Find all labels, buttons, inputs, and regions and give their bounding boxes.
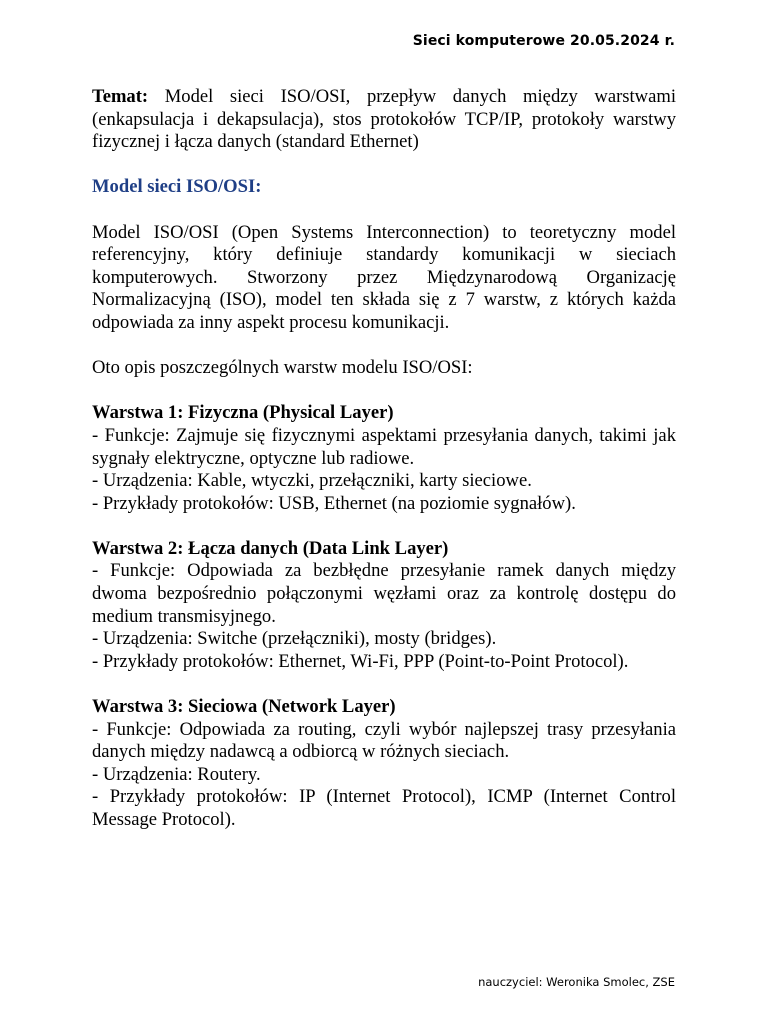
document-body bbox=[92, 86, 676, 832]
topic-text: Model sieci ISO/OSI, przepływ danych między warstwami (enkapsulacja i dekapsulacja), stos protokołów TCP/IP, protokoły warstwy fizycznej i łącza danych (standard Ethernet) bbox=[92, 86, 676, 153]
topic-paragraph bbox=[92, 86, 676, 154]
layer-3-protocols: - Przykłady protokołów: IP (Internet Protocol), ICMP (Internet Control Message Protocol). bbox=[92, 786, 676, 830]
page-footer-author: nauczyciel: Weronika Smolec, ZSE bbox=[478, 975, 675, 989]
layer-3-devices: - Urządzenia: Routery. bbox=[92, 763, 261, 785]
layers-intro: Oto opis poszczególnych warstw modelu ISO/OSI: bbox=[92, 357, 473, 379]
layer-2-functions: - Funkcje: Odpowiada za bezbłędne przesyłanie ramek danych między dwoma bezpośrednio połączonymi węzłami oraz za kontrolę dostępu do medium transmisyjnego. bbox=[92, 560, 676, 627]
layer-1-title: Warstwa 1: Fizyczna (Physical Layer) bbox=[92, 402, 394, 424]
topic-label: Temat: bbox=[92, 86, 149, 107]
layer-2-protocols: - Przykłady protokołów: Ethernet, Wi-Fi, PPP (Point-to-Point Protocol). bbox=[92, 650, 629, 672]
layer-1-functions: - Funkcje: Zajmuje się fizycznymi aspektami przesyłania danych, takimi jak sygnały elektryczne, optyczne lub radiowe. bbox=[92, 424, 676, 469]
layer-2-title: Warstwa 2: Łącza danych (Data Link Layer) bbox=[92, 537, 449, 559]
page-header-title: Sieci komputerowe 20.05.2024 r. bbox=[412, 33, 675, 49]
layer-3-functions: - Funkcje: Odpowiada za routing, czyli wybór najlepszej trasy przesyłania danych między nadawcą a odbiorcą w różnych sieciach. bbox=[92, 718, 676, 763]
layer-1-protocols: - Przykłady protokołów: USB, Ethernet (na poziomie sygnałów). bbox=[92, 492, 576, 514]
layer-3-title: Warstwa 3: Sieciowa (Network Layer) bbox=[92, 696, 396, 718]
layer-1-devices: - Urządzenia: Kable, wtyczki, przełączniki, karty sieciowe. bbox=[92, 470, 532, 492]
layer-2-devices: - Urządzenia: Switche (przełączniki), mosty (bridges). bbox=[92, 628, 497, 650]
intro-paragraph: Model ISO/OSI (Open Systems Interconnection) to teoretyczny model referencyjny, który definiuje standardy komunikacji w sieciach komputerowych. Stworzony przez Międzynarodową Organizację Normalizacyjną (ISO), model ten składa się z 7 warstw, z których każda odpowiada za inny aspekt procesu komunikacji. bbox=[92, 221, 676, 333]
section-heading: Model sieci ISO/OSI: bbox=[92, 176, 262, 198]
